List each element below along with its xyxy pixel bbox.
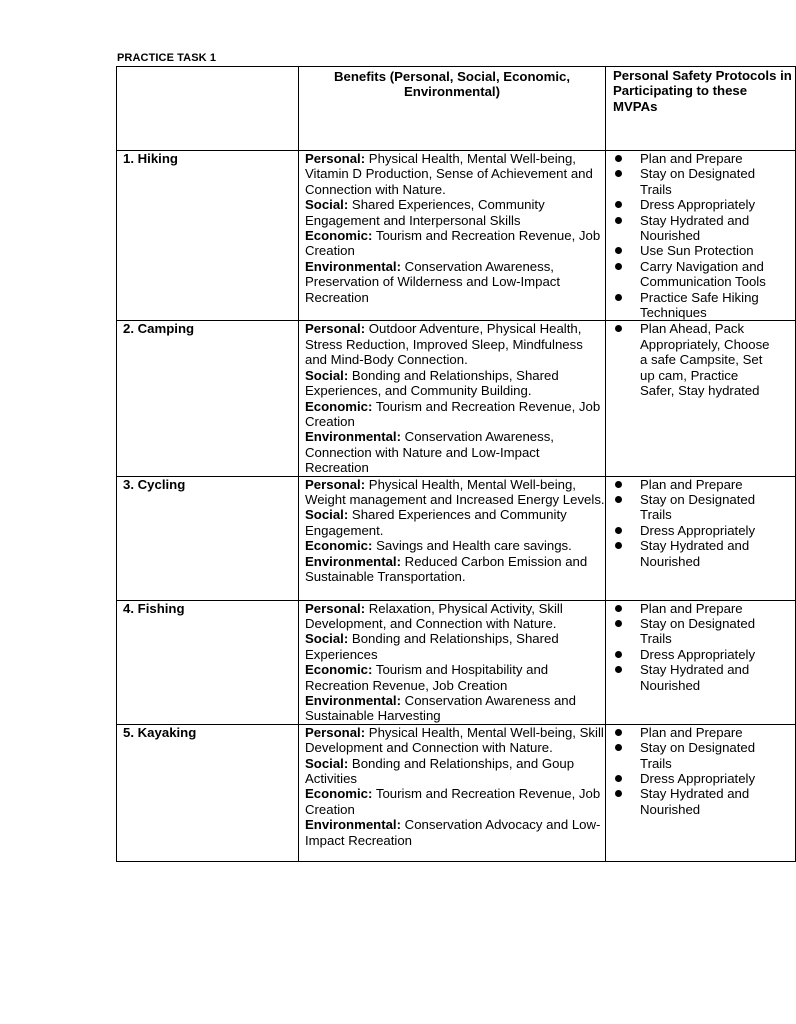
safety-item <box>606 647 795 662</box>
bullet-icon <box>615 790 622 797</box>
safety-item-line: Nourished <box>640 677 701 693</box>
benefit-label-economic: Economic: <box>305 228 373 244</box>
benefit-label-environmental: Environmental: <box>305 817 401 833</box>
benefit-text-social: Shared Experiences, Community Engagement and Interpersonal Skills <box>305 197 545 228</box>
benefit-text-personal: Physical Health, Mental Well-being, Skill Development and Connection with Nature. <box>305 724 604 756</box>
safety-item-line: Plan and Prepare <box>640 600 743 616</box>
mvpa-table <box>116 66 796 862</box>
benefits-cell <box>299 321 606 476</box>
safety-item <box>606 321 795 398</box>
benefit-text-social: Shared Experiences and Community Engagement. <box>305 507 567 538</box>
benefit-label-economic: Economic: <box>305 538 373 554</box>
benefit-label-personal: Personal: <box>305 321 366 337</box>
safety-item-line: Trails <box>640 507 672 523</box>
benefit-personal <box>305 601 605 632</box>
safety-list <box>606 151 795 320</box>
safety-list <box>606 725 795 817</box>
benefits-cell <box>299 151 606 321</box>
benefit-text-social: Bonding and Relationships, Shared Experiences, and Community Building. <box>305 367 559 399</box>
bullet-icon <box>615 651 622 658</box>
safety-item <box>606 662 795 693</box>
safety-item <box>606 740 795 771</box>
safety-item-line: Stay on Designated <box>640 740 756 756</box>
activity-cell: 5. Kayaking <box>117 724 299 861</box>
benefit-personal <box>305 725 605 756</box>
safety-item-line: Dress Appropriately <box>640 646 756 662</box>
bullet-icon <box>615 744 622 751</box>
benefit-text-environmental: Conservation Advocacy and Low-Impact Recreation <box>305 817 601 848</box>
benefit-environmental <box>305 693 605 724</box>
benefit-label-environmental: Environmental: <box>305 692 401 708</box>
safety-item-line: Nourished <box>640 553 701 569</box>
benefit-label-social: Social: <box>305 507 349 523</box>
safety-item <box>606 197 795 212</box>
bullet-icon <box>615 170 622 177</box>
benefit-label-environmental: Environmental: <box>305 258 401 274</box>
benefit-economic <box>305 662 605 693</box>
benefit-text-environmental: Conservation Awareness, Connection with Nature and Low-Impact Recreation <box>305 429 554 476</box>
safety-item <box>606 477 795 492</box>
bullet-icon <box>615 605 622 612</box>
benefit-text-environmental: Reduced Carbon Emission and Sustainable Transportation. <box>305 553 588 584</box>
safety-list <box>606 321 795 398</box>
benefit-label-economic: Economic: <box>305 786 373 802</box>
safety-item <box>606 538 795 569</box>
safety-item-line: Plan and Prepare <box>640 151 743 166</box>
benefit-label-social: Social: <box>305 755 349 771</box>
bullet-icon <box>615 620 622 627</box>
safety-item-line: Stay Hydrated and <box>640 538 750 554</box>
safety-item <box>606 151 795 166</box>
activity-cell: 4. Fishing <box>117 600 299 724</box>
safety-item <box>606 259 795 290</box>
benefit-label-personal: Personal: <box>305 476 366 492</box>
benefit-personal <box>305 151 605 197</box>
safety-item-line: Dress Appropriately <box>640 522 756 538</box>
bullet-icon <box>615 527 622 534</box>
safety-item-line: Plan and Prepare <box>640 476 743 492</box>
bullet-icon <box>615 247 622 254</box>
safety-item-line: Stay on Designated <box>640 491 756 507</box>
benefit-environmental <box>305 554 605 585</box>
benefit-label-social: Social: <box>305 197 349 213</box>
benefit-label-environmental: Environmental: <box>305 429 401 445</box>
benefit-personal <box>305 477 605 508</box>
safety-item <box>606 771 795 786</box>
safety-item <box>606 523 795 538</box>
safety-item <box>606 725 795 740</box>
benefit-environmental <box>305 259 605 305</box>
safety-list <box>606 477 795 569</box>
safety-item-line: Carry Navigation and <box>640 258 764 274</box>
benefit-text-environmental: Conservation Awareness and Sustainable Harvesting <box>305 692 576 724</box>
safety-item <box>606 786 795 817</box>
bullet-icon <box>615 481 622 488</box>
benefit-social <box>305 368 605 399</box>
safety-cell <box>606 724 796 861</box>
activity-cell: 1. Hiking <box>117 151 299 321</box>
safety-item-line: Use Sun Protection <box>640 243 754 259</box>
activity-cell: 3. Cycling <box>117 476 299 600</box>
safety-item-line: Safer, Stay hydrated <box>640 383 760 399</box>
benefit-text-personal: Physical Health, Mental Well-being, Vitamin D Production, Sense of Achievement and Connection with Nature. <box>305 151 593 197</box>
bullet-icon <box>615 496 622 503</box>
safety-item <box>606 601 795 616</box>
safety-item-line: Stay Hydrated and <box>640 786 750 802</box>
header-row <box>117 67 796 151</box>
safety-item <box>606 213 795 244</box>
safety-item <box>606 492 795 523</box>
safety-item <box>606 616 795 647</box>
table-row <box>117 724 796 861</box>
benefit-text-social: Bonding and Relationships, and Goup Activities <box>305 755 575 786</box>
bullet-icon <box>615 542 622 549</box>
benefit-environmental <box>305 817 605 848</box>
bullet-icon <box>615 775 622 782</box>
benefit-personal <box>305 321 605 367</box>
benefit-text-environmental: Conservation Awareness, Preservation of Wilderness and Low-Impact Recreation <box>305 258 561 305</box>
table-row <box>117 476 796 600</box>
safety-item-line: Dress Appropriately <box>640 197 756 213</box>
safety-cell <box>606 151 796 321</box>
safety-cell <box>606 321 796 476</box>
safety-item-line: Stay on Designated <box>640 166 756 182</box>
bullet-icon <box>615 666 622 673</box>
benefit-label-social: Social: <box>305 367 349 383</box>
benefit-social <box>305 197 605 228</box>
safety-item-line: Techniques <box>640 305 707 321</box>
benefit-text-economic: Tourism and Recreation Revenue, Job Creation <box>305 786 601 817</box>
safety-item-line: Stay Hydrated and <box>640 212 750 228</box>
activity-cell: 2. Camping <box>117 321 299 476</box>
benefit-economic <box>305 399 605 430</box>
benefit-label-economic: Economic: <box>305 662 373 678</box>
header-benefits: Benefits (Personal, Social, Economic, Environmental) <box>299 67 606 151</box>
safety-cell <box>606 476 796 600</box>
safety-item-line: Plan and Prepare <box>640 724 743 740</box>
safety-item-line: Nourished <box>640 228 701 244</box>
benefit-text-economic: Savings and Health care savings. <box>376 538 572 554</box>
benefit-economic <box>305 228 605 259</box>
bullet-icon <box>615 155 622 162</box>
benefit-label-economic: Economic: <box>305 398 373 414</box>
safety-item-line: Appropriately, Choose <box>640 336 770 352</box>
benefit-label-personal: Personal: <box>305 724 366 740</box>
header-activity <box>117 67 299 151</box>
benefit-label-personal: Personal: <box>305 600 366 616</box>
safety-item-line: a safe Campsite, Set <box>640 352 763 368</box>
safety-item <box>606 290 795 321</box>
table-row <box>117 151 796 321</box>
safety-item-line: Stay on Designated <box>640 615 756 631</box>
safety-item-line: Communication Tools <box>640 274 766 290</box>
benefit-label-personal: Personal: <box>305 151 366 166</box>
safety-item <box>606 243 795 258</box>
benefit-label-environmental: Environmental: <box>305 553 401 569</box>
benefits-cell <box>299 600 606 724</box>
safety-item-line: Dress Appropriately <box>640 771 756 786</box>
safety-item-line: Stay Hydrated and <box>640 662 750 678</box>
bullet-icon <box>615 729 622 736</box>
safety-item-line: Plan Ahead, Pack <box>640 321 745 337</box>
benefits-cell <box>299 476 606 600</box>
safety-item-line: Nourished <box>640 801 701 817</box>
table-row <box>117 321 796 476</box>
bullet-icon <box>615 201 622 208</box>
bullet-icon <box>615 325 622 332</box>
safety-list <box>606 601 795 693</box>
safety-item-line: Practice Safe Hiking <box>640 289 759 305</box>
bullet-icon <box>615 217 622 224</box>
safety-cell <box>606 600 796 724</box>
benefit-social <box>305 507 605 538</box>
benefit-environmental <box>305 429 605 475</box>
bullet-icon <box>615 294 622 301</box>
safety-item-line: Trails <box>640 181 672 197</box>
header-safety: Personal Safety Protocols in Participating to these MVPAs <box>606 67 796 151</box>
benefit-economic <box>305 786 605 817</box>
benefit-text-personal: Physical Health, Mental Well-being, Weight management and Increased Energy Levels. <box>305 476 605 507</box>
safety-item <box>606 166 795 197</box>
safety-item-line: up cam, Practice <box>640 367 739 383</box>
benefit-social <box>305 631 605 662</box>
benefit-text-economic: Tourism and Recreation Revenue, Job Creation <box>305 398 601 429</box>
bullet-icon <box>615 263 622 270</box>
page-title: PRACTICE TASK 1 <box>117 52 217 64</box>
safety-item-line: Trails <box>640 755 672 771</box>
benefit-text-social: Bonding and Relationships, Shared Experiences <box>305 631 559 662</box>
benefit-text-personal: Outdoor Adventure, Physical Health, Stress Reduction, Improved Sleep, Mindfulness and Mind-Body Connection. <box>305 321 583 368</box>
table-row <box>117 600 796 724</box>
benefit-text-personal: Relaxation, Physical Activity, Skill Development, and Connection with Nature. <box>305 600 563 631</box>
benefit-social <box>305 756 605 787</box>
benefit-text-economic: Tourism and Hospitability and Recreation Revenue, Job Creation <box>305 662 549 693</box>
benefits-cell <box>299 724 606 861</box>
benefit-text-economic: Tourism and Recreation Revenue, Job Creation <box>305 228 601 259</box>
safety-item-line: Trails <box>640 631 672 647</box>
benefit-label-social: Social: <box>305 631 349 647</box>
benefit-economic <box>305 538 605 553</box>
